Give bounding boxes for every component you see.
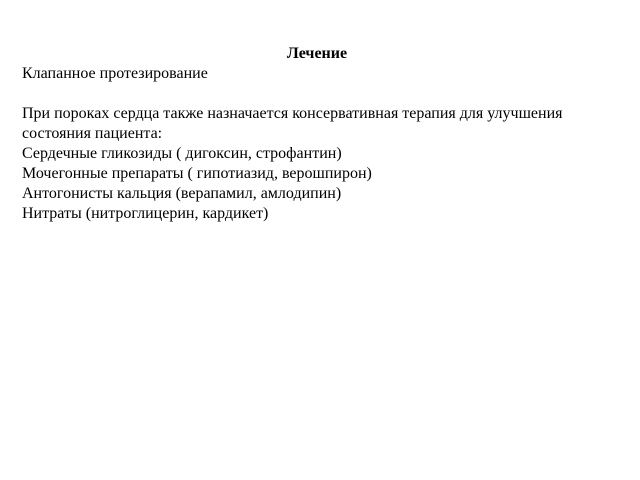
list-item-diuretics: Мочегонные препараты ( гипотиазид, верошпирон) bbox=[22, 165, 372, 182]
therapy-paragraph: При пороках сердца также назначается консервативная терапия для улучшения состояния пациента: bbox=[22, 105, 563, 142]
slide-title: Лечение bbox=[286, 45, 348, 62]
list-item-nitrates: Нитраты (нитроглицерин, кардикет) bbox=[22, 205, 269, 222]
slide-content bbox=[22, 44, 612, 224]
spacer bbox=[22, 84, 612, 104]
list-item-calcium-antagonists: Антогонисты кальция (верапамил, амлодипин) bbox=[22, 185, 342, 202]
list-item-glycosides: Сердечные гликозиды ( дигоксин, строфантин) bbox=[22, 145, 342, 162]
intro-line: Клапанное протезирование bbox=[22, 65, 208, 82]
